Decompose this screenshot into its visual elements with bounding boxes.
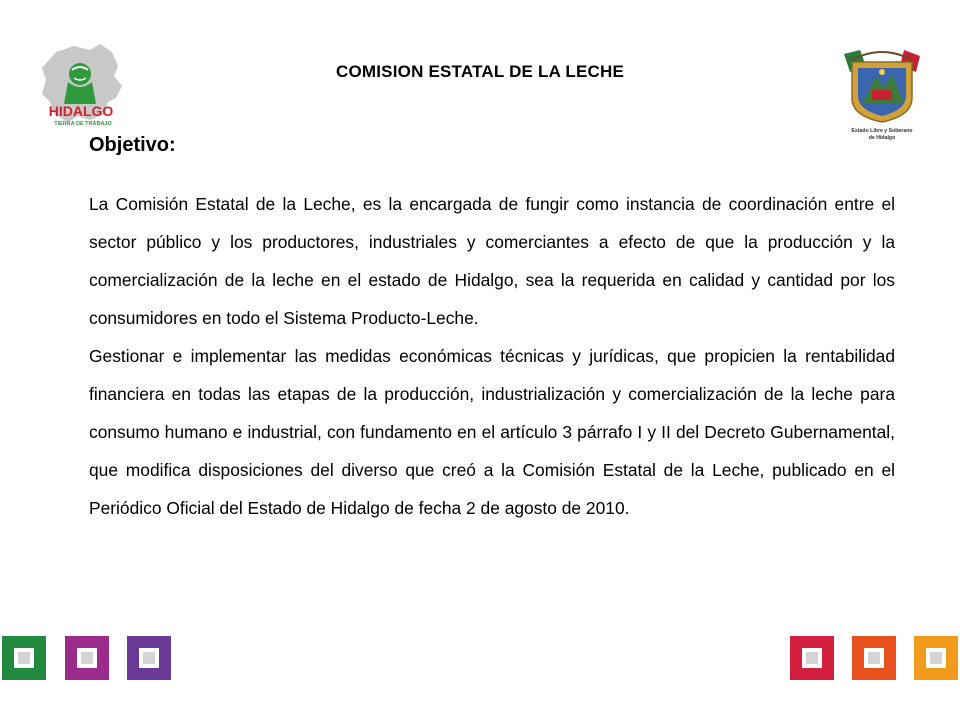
square-core	[806, 652, 818, 664]
objective-paragraph-2: Gestionar e implementar las medidas económicas técnicas y jurídicas, que propicien la rentabilidad financiera en todas las etapas de la producción, industrialización y comercialización de la leche para consumo humano e industrial, con fundamento en el artículo 3 párrafo I y II del Decreto Gubernamental, que modifica disposiciones del diverso que creó a la Comisión Estatal de la Leche, publicado en el Periódico Oficial del Estado de Hidalgo de fecha 2 de agosto de 2010.	[89, 346, 895, 518]
footer-square-purple	[65, 636, 109, 680]
coat-caption-line2: de Hidalgo	[868, 135, 896, 141]
objective-heading: Objetivo:	[89, 134, 176, 156]
hidalgo-coat-of-arms-icon	[842, 46, 922, 146]
square-core	[868, 652, 880, 664]
square-core	[18, 652, 30, 664]
coat-caption-line1: Estado Libre y Soberano	[851, 128, 913, 134]
coat-of-arms	[842, 46, 922, 146]
footer-square-green	[2, 636, 46, 680]
footer-square-crimson	[790, 636, 834, 680]
hidalgo-state-map-logo-icon	[38, 42, 128, 134]
objective-body	[89, 185, 895, 527]
square-core	[143, 652, 155, 664]
footer-square-violet	[127, 636, 171, 680]
footer-square-orange-red	[852, 636, 896, 680]
logo-hidalgo-subtext: TIERRA DE TRABAJO	[54, 121, 112, 127]
hidalgo-logo	[38, 42, 128, 134]
page-title: COMISION ESTATAL DE LA LECHE	[336, 62, 624, 81]
square-core	[930, 652, 942, 664]
square-core	[81, 652, 93, 664]
logo-hidalgo-text: HIDALGO	[48, 103, 114, 119]
footer-square-orange	[914, 636, 958, 680]
objective-paragraph-1: La Comisión Estatal de la Leche, es la encargada de fungir como instancia de coordinación entre el sector público y los productores, industriales y comerciantes a efecto de que la producción y la comercialización de la leche en el estado de Hidalgo, sea la requerida en calidad y cantidad por los consumidores en todo el Sistema Producto-Leche.	[89, 194, 895, 328]
